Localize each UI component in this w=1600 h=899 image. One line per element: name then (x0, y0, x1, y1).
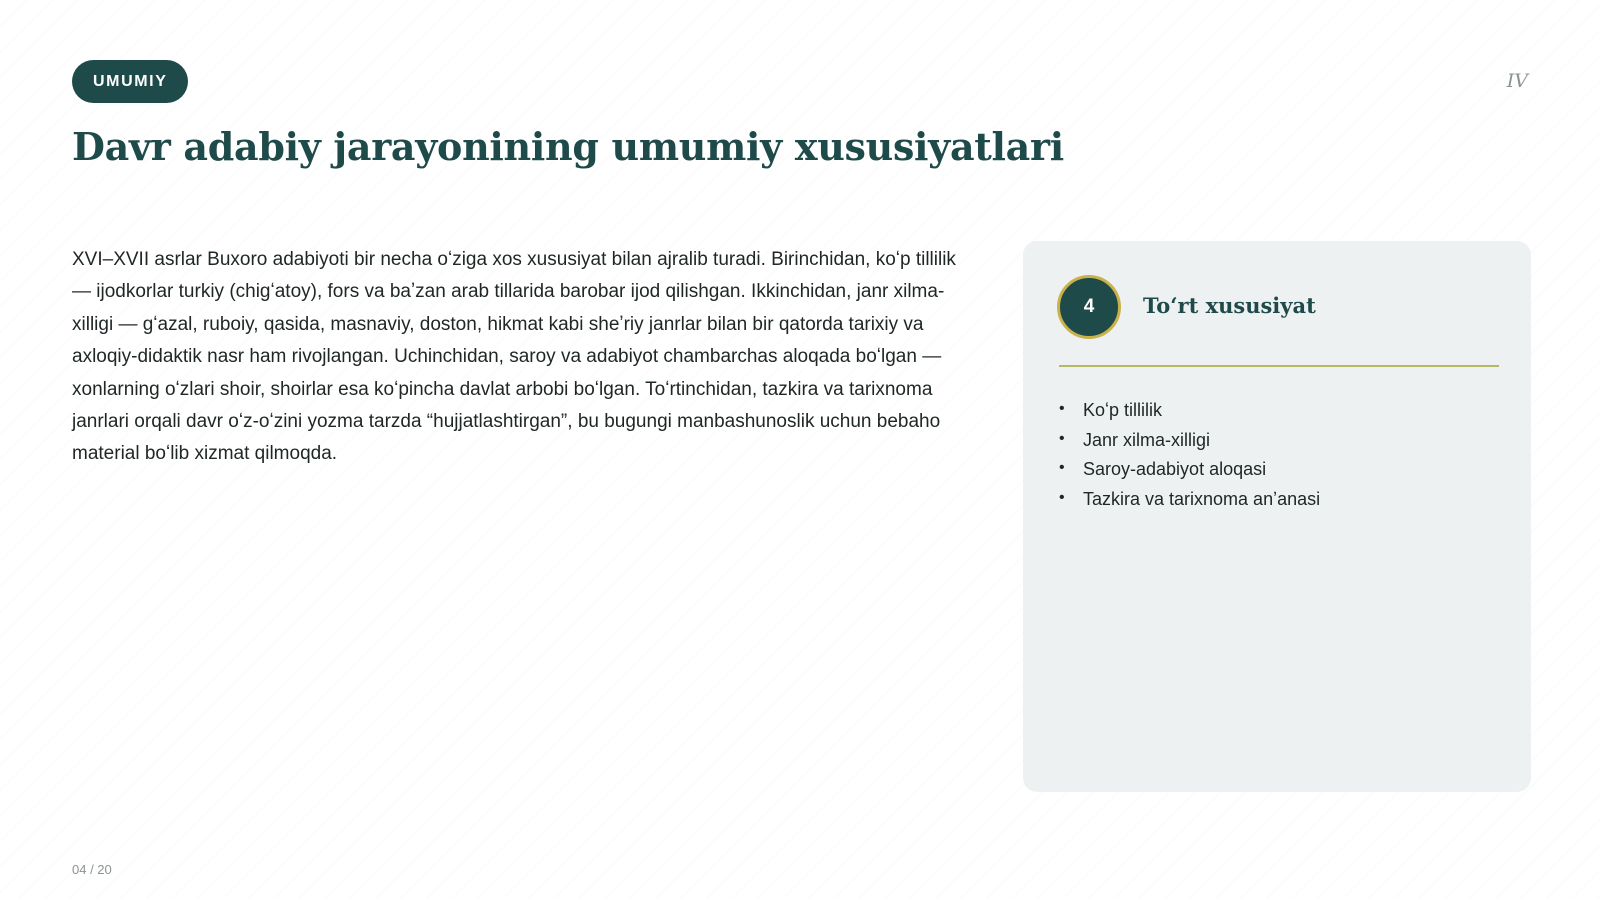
list-item-label: Janr xilma-xilligi (1083, 429, 1211, 450)
summary-card (1023, 241, 1531, 792)
card-divider (1059, 365, 1499, 367)
list-item-label: Tazkira va tarixnoma anʼanasi (1083, 488, 1321, 509)
page-number: 04 / 20 (72, 862, 112, 877)
section-tag: UMUMIY (72, 60, 188, 103)
list-item-label: Saroy-adabiyot aloqasi (1083, 459, 1267, 479)
list-item (1059, 426, 1320, 456)
slide-title: Davr adabiy jarayonining umumiy xususiyatlari (72, 124, 1064, 169)
list-item (1059, 396, 1320, 426)
card-title: Toʻrt xususiyat (1143, 293, 1316, 318)
list-item (1059, 485, 1320, 515)
list-item (1059, 455, 1320, 485)
body-paragraph: XVI–XVII asrlar Buxoro adabiyoti bir necha oʻziga xos xususiyat bilan ajralib turadi. Birinchidan, koʻp tillilik — ijodkorlar turkiy (chigʻatoy), fors va baʼzan arab tillarida barobar ijod qilishgan. Ikkinchidan, janr xilma-xilligi — gʻazal, ruboiy, qasida, masnaviy, doston, hikmat kabi sheʼriy janrlar bilan bir qatorda tarixiy va axloqiy-didaktik nasr ham rivojlangan. Uchinchidan, saroy va adabiyot chambarchas aloqada boʻlgan — xonlarning oʻzlari shoir, shoirlar esa koʻpincha davlat arbobi boʻlgan. Toʻrtinchidan, tazkira va tarixnoma janrlari orqali davr oʻz-oʻzini yozma tarzda “hujjatlashtirgan”, bu bugungi manbashunoslik uchun bebaho material boʻlib xizmat qilmoqda. (72, 249, 956, 465)
feature-list (1059, 396, 1320, 514)
bullet-icon: • (1059, 400, 1065, 417)
roman-numeral: IV (1506, 70, 1528, 92)
bullet-icon: • (1059, 488, 1065, 506)
bullet-icon: • (1059, 429, 1065, 447)
card-number-badge: 4 (1057, 275, 1121, 339)
list-item-label: Koʻp tillilik (1083, 400, 1163, 420)
bullet-icon: • (1059, 459, 1065, 476)
